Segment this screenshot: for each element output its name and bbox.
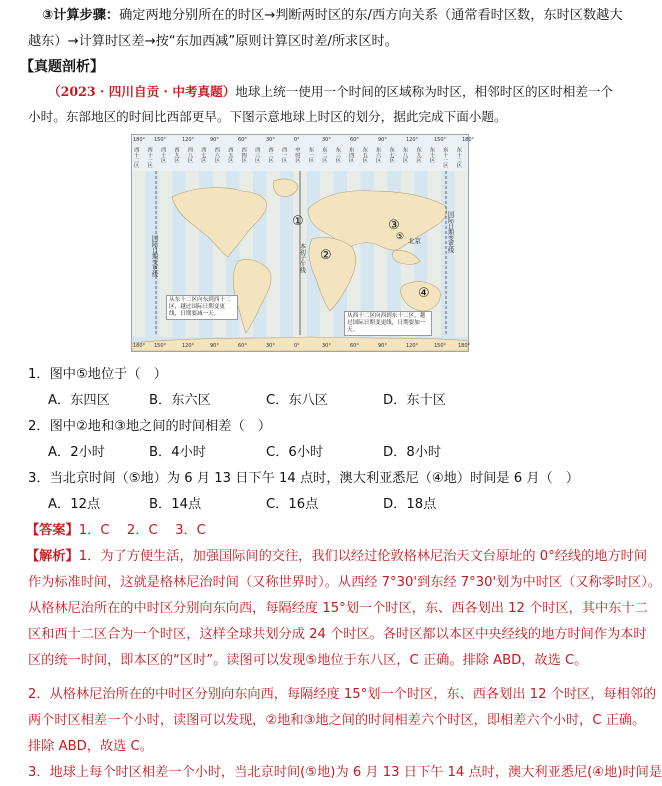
top-degree-label: 30° — [266, 137, 275, 143]
bottom-degree-label: 90° — [210, 343, 219, 349]
analysis-line-3: 从格林尼治所在的中时区分别向东向西，每隔经度 15°划一个时区，东、西各划出 12 个时区，其中东十二 — [28, 601, 648, 616]
zone-label: 西三区 — [254, 147, 261, 163]
section-title: 【真题剖析】 — [20, 59, 104, 75]
zone-label: 东十二区 — [455, 147, 462, 168]
zone-label: 东八区 — [402, 147, 409, 163]
analysis-line-6: 2．从格林尼治所在的中时区分别向东向西，每隔经度 15°划一个时区，东、西各划出 12 个时区，每相邻的 — [28, 687, 657, 702]
answer-label: 【答案】 — [26, 523, 79, 538]
idl-label-right: 国际日期变更线 — [446, 211, 454, 253]
bottom-degree-label: 150° — [434, 343, 447, 349]
analysis-line-5: 区的统一时间，即本区的“区时”。读图可以发现⑤地位于东八区，C 正确。排除 ABD，故选 C。 — [28, 653, 588, 668]
top-degree-label: 0° — [294, 137, 300, 143]
zone-label: 东四区 — [348, 147, 355, 163]
analysis-line-7: 两个时区相差一个小时，读图可以发现，②地和③地之间的时间相差六个时区，即相差六个小时，C 正确。 — [28, 713, 646, 728]
top-degree-label: 180° — [133, 137, 146, 143]
top-degree-label: 180° — [462, 137, 475, 143]
bottom-degree-label: 30° — [266, 343, 275, 349]
zone-label: 东五区 — [361, 147, 368, 163]
top-degree-label: 90° — [378, 137, 387, 143]
zone-label: 东九区 — [415, 147, 422, 163]
q1-option-a[interactable]: A．东四区 — [48, 393, 110, 408]
bottom-degree-label: 150° — [154, 343, 167, 349]
q3-option-a[interactable]: A．12点 — [48, 497, 101, 512]
zone-stripe — [132, 171, 145, 337]
q3-option-d[interactable]: D．18点 — [383, 497, 437, 512]
top-degree-label: 60° — [238, 137, 247, 143]
zone-label: 东十区 — [428, 147, 435, 163]
zone-label: 西十区 — [160, 147, 167, 163]
zone-label: 西十一区 — [146, 147, 153, 168]
zone-label: 西二区 — [267, 147, 274, 163]
zone-label: 西七区 — [200, 147, 207, 163]
bottom-degree-label: 60° — [350, 343, 359, 349]
q3-stem: 3．当北京时间（⑤地）为 6 月 13 日下午 14 点时，澳大利亚悉尼（④地）时间是 6 月（ ） — [28, 471, 580, 486]
zone-label: 西一区 — [281, 147, 288, 163]
question-intro-1: 地球上统一使用一个时间的区域称为时区，相邻时区的区时相差一个 — [235, 84, 614, 99]
top-degree-label: 150° — [154, 137, 167, 143]
marker-5: ⑤ — [396, 232, 405, 242]
top-degree-label: 90° — [210, 137, 219, 143]
bottom-degree-label: 120° — [182, 343, 195, 349]
analysis-line-8: 排除 ABD，故选 C。 — [28, 739, 153, 754]
bottom-degree-label: 180° — [458, 343, 471, 349]
zone-label: 东一区 — [307, 147, 314, 163]
zone-label: 西八区 — [186, 147, 193, 163]
time-zone-map — [131, 134, 475, 352]
zone-label: 东二区 — [321, 147, 328, 163]
q1-option-b[interactable]: B．东六区 — [149, 393, 211, 408]
marker-1: ① — [292, 214, 304, 229]
question-source: （2023 · 四川自贡 · 中考真题） — [48, 84, 236, 99]
analysis-line-4: 区和西十二区合为一个时区，这样全球共划分成 24 个时区。各时区都以本区中央经线的地方时间作为本时 — [28, 627, 647, 642]
bottom-degree-label: 30° — [322, 343, 331, 349]
zone-label: 西四区 — [240, 147, 247, 163]
analysis-text-1: 1．为了方便生活，加强国际间的交往，我们以经过伦敦格林尼治天文台原址的 0°经线的地方时间 — [78, 549, 647, 564]
analysis-line-9: 3．地球上每个时区相差一个小时，当北京时间(⑤地)为 6 月 13 日下午 14 点时，澳大利亚悉尼(④地)时间是 — [28, 765, 662, 780]
zone-label: 西五区 — [227, 147, 234, 163]
bottom-degree-label: 180° — [133, 343, 146, 349]
answer-line — [26, 522, 590, 539]
idl-label-left: 国际日期变更线 — [150, 235, 158, 277]
q3-option-b[interactable]: B．14点 — [149, 497, 202, 512]
zone-label: 东七区 — [388, 147, 395, 163]
beijing-label: 北京 — [408, 237, 421, 245]
q2-option-b[interactable]: B．4小时 — [149, 445, 206, 460]
zone-label: 西九区 — [173, 147, 180, 163]
zone-label: 东六区 — [375, 147, 382, 163]
top-degree-label: 150° — [434, 137, 447, 143]
q1-option-c[interactable]: C．东八区 — [266, 393, 328, 408]
marker-2: ② — [320, 248, 332, 263]
bottom-degree-label: 0° — [294, 343, 300, 349]
q2-option-a[interactable]: A．2小时 — [48, 445, 105, 460]
note-left: 从东十二区向东到西十二区，越过国际日期变更线，日期要减一天。 — [166, 295, 238, 329]
q2-option-d[interactable]: D．8小时 — [383, 445, 442, 460]
step-line-2: 越东）→计算时区差→按“东加西减”原则计算区时差/所求区时。 — [28, 34, 398, 49]
zone-label: 西十二区 — [133, 147, 140, 168]
analysis-label: 【解析】 — [26, 549, 79, 564]
top-degree-label: 60° — [350, 137, 359, 143]
bottom-degree-label: 120° — [406, 343, 419, 349]
time-zone-map-svg — [132, 135, 475, 351]
bottom-degree-label: 60° — [238, 343, 247, 349]
note-right: 从西十二区向西到东十二区，越过国际日期变更线，日期要加一天。 — [344, 311, 432, 337]
answer-text: 1．C 2．C 3．C — [78, 523, 206, 538]
step-text-1: 确定两地分别所在的时区→判断两时区的东/西方向关系（通常看时区数，东时区数越大 — [119, 8, 623, 23]
question-intro-line-1 — [48, 83, 614, 100]
q1-stem: 1．图中⑤地位于（ ） — [28, 367, 167, 382]
top-degree-label: 120° — [406, 137, 419, 143]
analysis-line-1 — [26, 548, 647, 565]
zone-label: 东三区 — [334, 147, 341, 163]
top-degree-label: 120° — [182, 137, 195, 143]
zone-stripe — [455, 171, 468, 337]
bottom-degree-label: 90° — [378, 343, 387, 349]
zone-label: 东十一区 — [442, 147, 449, 168]
marker-4: ④ — [418, 286, 430, 301]
q3-option-c[interactable]: C．16点 — [266, 497, 319, 512]
zone-label: 西六区 — [213, 147, 220, 163]
zone-label: 中时区 — [294, 147, 301, 163]
zone-stripe — [266, 171, 279, 337]
q1-option-d[interactable]: D．东十区 — [383, 393, 446, 408]
q2-option-c[interactable]: C．6小时 — [266, 445, 324, 460]
prime-meridian-label: 本初子午线 — [298, 243, 306, 273]
analysis-line-2: 作为标准时间，这就是格林尼治时间（又称世界时）。从西经 7°30'到东经 7°30'划为中时区（又称零时区）。 — [28, 575, 662, 590]
q2-stem: 2．图中②地和③地之间的时间相差（ ） — [28, 419, 272, 434]
step-label: ③计算步骤： — [42, 8, 120, 23]
top-degree-label: 30° — [322, 137, 331, 143]
step-line-1 — [42, 7, 623, 24]
question-intro-2: 小时。东部地区的时间比西部更早。下图示意地球上时区的划分，据此完成下面小题。 — [28, 109, 507, 124]
marker-3: ③ — [388, 218, 400, 233]
